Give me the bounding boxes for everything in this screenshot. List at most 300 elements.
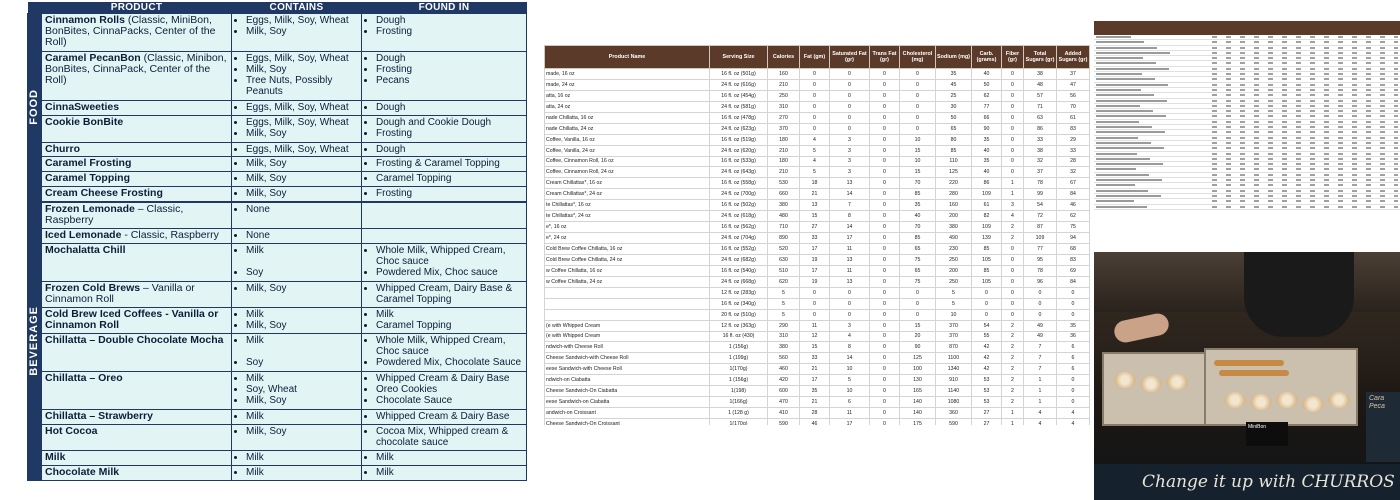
nutrition-product-name: eese Sandwich-with Cheese Roll — [545, 364, 710, 375]
allergen-row — [28, 334, 527, 372]
nutrition-value: 99 — [1024, 189, 1057, 200]
nutrition-value: 0 — [870, 211, 900, 222]
product-name-cell — [42, 116, 232, 142]
nutrition-value: 33 — [800, 353, 830, 364]
nutrition-value: 90 — [900, 342, 936, 353]
nutrition-value: 480 — [768, 211, 800, 222]
photo-side-label: Cara Peca — [1369, 395, 1385, 410]
nutrition-product-name: Coffee, Cinnamon Roll, 16 oz — [545, 156, 710, 167]
source-item: • Pecans — [376, 75, 523, 86]
nutrition-value: 4 — [1002, 211, 1024, 222]
nutrition-row — [545, 211, 1090, 222]
source-item: • Cocoa Mix, Whipped cream & chocolate sauce — [376, 426, 523, 448]
nutrition-value: 5 — [800, 145, 830, 156]
allergen-row — [28, 281, 527, 307]
nutrition-value: 69 — [1057, 265, 1090, 276]
nutrition-value: 0 — [870, 298, 900, 309]
nutrition-row — [545, 123, 1090, 134]
product-name: Iced Lemonade — [45, 228, 122, 241]
nutrition-value: 0 — [972, 287, 1002, 298]
nutrition-value: 47 — [1057, 79, 1090, 90]
product-name-cell — [42, 424, 232, 450]
source-item: • Frosting — [376, 64, 523, 75]
nutrition-row — [545, 101, 1090, 112]
nutrition-value: 0 — [1002, 265, 1024, 276]
product-name: Cream Cheese Frosting — [45, 186, 163, 199]
nutrition-value: 310 — [768, 101, 800, 112]
nutrition-value: 160 — [768, 69, 800, 80]
nutrition-value: 1(166g) — [710, 397, 768, 408]
nutrition-value: 68 — [1057, 244, 1090, 255]
product-name-cell — [42, 228, 232, 243]
allergen-table — [27, 2, 527, 481]
nutrition-value: 1 — [1002, 178, 1024, 189]
nutrition-value: 560 — [768, 353, 800, 364]
nutrition-value: 210 — [768, 145, 800, 156]
nutrition-row — [545, 90, 1090, 101]
source-item: • Milk — [376, 467, 523, 478]
nutrition-value: 0 — [870, 123, 900, 134]
nutrition-row — [545, 353, 1090, 364]
nutrition-value: 61 — [1057, 112, 1090, 123]
nutrition-value: 0 — [870, 254, 900, 265]
nutrition-header: Fat (gm) — [800, 46, 830, 69]
nutrition-value: 17 — [800, 265, 830, 276]
nutrition-value: 53 — [972, 386, 1002, 397]
nutrition-value: 12 — [800, 331, 830, 342]
nutrition-value: 12 fl. oz (363g) — [710, 320, 768, 331]
contains-cell — [232, 14, 362, 52]
nutrition-table — [544, 45, 1090, 425]
product-name: Frozen Cold Brews — [45, 281, 141, 294]
nutrition-value: 0 — [870, 156, 900, 167]
nutrition-value: 14 — [830, 222, 870, 233]
nutrition-value: 380 — [768, 200, 800, 211]
product-name: Chillatta – Oreo — [45, 372, 123, 385]
nutrition-value: 35 — [1057, 320, 1090, 331]
nutrition-value: 1 — [1024, 386, 1057, 397]
nutrition-value: 37 — [1057, 69, 1090, 80]
product-name-cell — [42, 243, 232, 281]
nutrition-value: 5 — [768, 309, 800, 320]
nutrition-value: 38 — [1024, 69, 1057, 80]
nutrition-value: 95 — [1024, 254, 1057, 265]
nutrition-value: 50 — [936, 112, 972, 123]
nutrition-value: 80 — [936, 134, 972, 145]
nutrition-value: 4 — [1024, 408, 1057, 419]
photo-churro — [1219, 370, 1289, 376]
nutrition-value: 1(170g) — [710, 419, 768, 426]
source-item: • Powdered Mix, Choc sauce — [376, 267, 523, 278]
nutrition-value: 16 fl. oz (501g) — [710, 69, 768, 80]
allergen-item: • Milk — [246, 335, 358, 346]
nutrition-value: 125 — [900, 353, 936, 364]
allergen-item: • Milk, Soy — [246, 128, 358, 139]
nutrition-value: 42 — [972, 364, 1002, 375]
nutrition-value: 2 — [1002, 386, 1024, 397]
nutrition-value: 490 — [936, 233, 972, 244]
allergen-row — [28, 172, 527, 187]
photo-roll — [1224, 392, 1246, 408]
nutrition-value: 24 fl. oz (682g) — [710, 254, 768, 265]
nutrition-value: 2 — [1002, 331, 1024, 342]
allergen-row — [28, 51, 527, 101]
nutrition-header: Cholesterol (mg) — [900, 46, 936, 69]
nutrition-value: 5 — [936, 287, 972, 298]
nutrition-value: 0 — [870, 101, 900, 112]
nutrition-product-name: Cold Brew Coffee Chillatta, 16 oz — [545, 244, 710, 255]
nutrition-value: 75 — [1057, 222, 1090, 233]
nutrition-product-name: ndwich-with Cheese Roll — [545, 342, 710, 353]
nutrition-value: 17 — [800, 244, 830, 255]
nutrition-value: 0 — [870, 112, 900, 123]
nutrition-value: 140 — [900, 397, 936, 408]
nutrition-value: 0 — [1002, 90, 1024, 101]
nutrition-value: 16 fl. oz (478g) — [710, 112, 768, 123]
nutrition-value: 3 — [830, 156, 870, 167]
product-name-cell — [42, 334, 232, 372]
allergen-item: • Milk, Soy — [246, 173, 358, 184]
group-label-food: FOOD — [28, 14, 42, 202]
source-item: • Frosting & Caramel Topping — [376, 158, 523, 169]
nutrition-value: 0 — [870, 353, 900, 364]
nutrition-value: 105 — [972, 276, 1002, 287]
nutrition-value: 1 (156g) — [710, 375, 768, 386]
product-note: – Vanilla or Cinnamon Roll — [45, 281, 195, 305]
photo-roll — [1166, 374, 1188, 390]
nutrition-product-name: w Coffee Chillatta, 24 oz — [545, 276, 710, 287]
nutrition-value: 11 — [830, 408, 870, 419]
photo-roll — [1276, 392, 1298, 408]
nutrition-value: 38 — [1024, 145, 1057, 156]
contains-cell — [232, 157, 362, 172]
nutrition-value: 35 — [972, 134, 1002, 145]
found-in-cell — [362, 142, 527, 157]
nutrition-value: 82 — [972, 211, 1002, 222]
nutrition-value: 870 — [936, 342, 972, 353]
photo-churro — [1214, 360, 1284, 366]
nutrition-value: 6 — [1057, 342, 1090, 353]
nutrition-value: 0 — [1057, 386, 1090, 397]
source-item: • Frosting — [376, 128, 523, 139]
nutrition-product-name: Cream Chillattas*, 16 oz — [545, 178, 710, 189]
found-in-cell — [362, 172, 527, 187]
nutrition-value: 0 — [1002, 123, 1024, 134]
nutrition-value: 0 — [870, 189, 900, 200]
nutrition-row — [545, 254, 1090, 265]
nutrition-value: 290 — [768, 320, 800, 331]
found-in-cell — [362, 410, 527, 425]
nutrition-value: 3 — [1002, 200, 1024, 211]
nutrition-value: 57 — [1024, 90, 1057, 101]
nutrition-value: 0 — [870, 375, 900, 386]
nutrition-value: 0 — [870, 233, 900, 244]
nutrition-value: 0 — [900, 298, 936, 309]
nutrition-row — [545, 408, 1090, 419]
nutrition-value: 94 — [1057, 233, 1090, 244]
product-name: Chillatta – Strawberry — [45, 410, 153, 423]
source-item: • Caramel Topping — [376, 173, 523, 184]
source-item: • Whipped Cream, Dairy Base & Caramel Topping — [376, 283, 523, 305]
nutrition-row — [545, 342, 1090, 353]
found-in-cell — [362, 424, 527, 450]
product-name: Caramel PecanBon — [45, 51, 141, 64]
source-item: • Milk — [376, 309, 523, 320]
nutrition-value: 0 — [1002, 244, 1024, 255]
nutrition-value: 1 — [1024, 397, 1057, 408]
product-name-cell — [42, 308, 232, 334]
nutrition-value: 105 — [972, 254, 1002, 265]
allergen-item: • Soy — [246, 267, 358, 278]
nutrition-value: 270 — [768, 112, 800, 123]
nutrition-value: 0 — [870, 178, 900, 189]
found-in-cell — [362, 14, 527, 52]
contains-cell — [232, 334, 362, 372]
nutrition-value: 90 — [972, 123, 1002, 134]
nutrition-value: 2 — [1002, 222, 1024, 233]
found-in-cell — [362, 372, 527, 410]
nutrition-value: 0 — [1002, 276, 1024, 287]
nutrition-value: 78 — [1024, 178, 1057, 189]
product-name-cell — [42, 410, 232, 425]
photo-roll — [1114, 372, 1136, 388]
allergen-row — [28, 157, 527, 172]
nutrition-value: 0 — [870, 69, 900, 80]
nutrition-value: 0 — [900, 79, 936, 90]
allergen-item: • Milk, Soy — [246, 64, 358, 75]
allergen-row — [28, 14, 527, 52]
nutrition-product-name: Cheese Sandwich-On Ciabatta — [545, 386, 710, 397]
nutrition-value: 109 — [972, 189, 1002, 200]
nutrition-product-name — [545, 309, 710, 320]
nutrition-value: 15 — [900, 145, 936, 156]
nutrition-value: 8 — [830, 211, 870, 222]
nutrition-value: 20 — [900, 331, 936, 342]
nutrition-value: 18 — [800, 178, 830, 189]
contains-cell — [232, 228, 362, 243]
nutrition-value: 28 — [1057, 156, 1090, 167]
nutrition-value: 24 fl. oz (616g) — [710, 79, 768, 90]
nutrition-header: Trans Fat (gr) — [870, 46, 900, 69]
nutrition-value: 380 — [768, 342, 800, 353]
allergen-row — [28, 186, 527, 201]
nutrition-value: 1 — [1002, 419, 1024, 426]
nutrition-row — [545, 167, 1090, 178]
nutrition-product-name: nade Chillatta, 16 oz — [545, 112, 710, 123]
nutrition-value: 360 — [936, 408, 972, 419]
photo-price-card — [1246, 422, 1288, 446]
nutrition-value: 96 — [1024, 276, 1057, 287]
nutrition-value: 590 — [768, 419, 800, 426]
nutrition-value: 35 — [800, 386, 830, 397]
allergen-row — [28, 451, 527, 466]
nutrition-value: 21 — [800, 364, 830, 375]
nutrition-value: 24 fl. oz (704g) — [710, 233, 768, 244]
nutrition-value: 16 fl. oz (533g) — [710, 156, 768, 167]
source-item: • Whipped Cream & Dairy Base — [376, 411, 523, 422]
nutrition-value: 230 — [936, 244, 972, 255]
nutrition-value: 0 — [972, 298, 1002, 309]
product-note: (Classic, Minibon, BonBites, CinnaPack, Center of the Roll) — [45, 51, 227, 86]
nutrition-value: 24 fl. oz (700g) — [710, 189, 768, 200]
nutrition-value: 54 — [972, 320, 1002, 331]
contains-cell — [232, 466, 362, 481]
contains-cell — [232, 308, 362, 334]
nutrition-value: 29 — [1057, 134, 1090, 145]
nutrition-value: 24 fl. oz (668g) — [710, 276, 768, 287]
nutrition-value: 11 — [830, 265, 870, 276]
found-in-cell — [362, 51, 527, 101]
nutrition-row — [545, 233, 1090, 244]
product-name-cell — [42, 157, 232, 172]
nutrition-value: 84 — [1057, 276, 1090, 287]
photo-roll — [1302, 396, 1324, 412]
nutrition-value: 0 — [1002, 79, 1024, 90]
nutrition-value: 0 — [870, 408, 900, 419]
nutrition-value: 70 — [900, 222, 936, 233]
contains-cell — [232, 101, 362, 116]
nutrition-value: 4 — [800, 156, 830, 167]
source-item: • Caramel Topping — [376, 320, 523, 331]
nutrition-value: 20 fl. oz (510g) — [710, 309, 768, 320]
nutrition-value: 85 — [900, 189, 936, 200]
nutrition-value: 0 — [830, 69, 870, 80]
nutrition-value: 24 fl. oz (643g) — [710, 167, 768, 178]
nutrition-value: 910 — [936, 375, 972, 386]
product-name: Cold Brew Iced Coffees - Vanilla or Cinnamon Roll — [45, 308, 219, 331]
allergen-row — [28, 116, 527, 142]
group-header-spacer — [28, 2, 42, 14]
nutrition-value: 0 — [800, 298, 830, 309]
nutrition-product-name: Coffee, Vanilla, 24 oz — [545, 145, 710, 156]
nutrition-value: 520 — [768, 244, 800, 255]
nutrition-value: 0 — [1057, 375, 1090, 386]
nutrition-product-name: eese Sandwich-on Ciabatta — [545, 397, 710, 408]
nutrition-value: 1100 — [936, 353, 972, 364]
nutrition-value: 0 — [870, 265, 900, 276]
nutrition-value: 61 — [972, 200, 1002, 211]
nutrition-row — [545, 156, 1090, 167]
nutrition-value: 75 — [900, 254, 936, 265]
nutrition-value: 460 — [768, 364, 800, 375]
nutrition-value: 0 — [870, 244, 900, 255]
nutrition-value: 0 — [800, 69, 830, 80]
nutrition-value: 160 — [936, 200, 972, 211]
photo-banner — [1094, 464, 1400, 500]
allergen-item: • Tree Nuts, Possibly Peanuts — [246, 75, 358, 97]
allergen-body — [28, 14, 527, 481]
allergen-item: • Milk, Soy — [246, 158, 358, 169]
nutrition-row — [545, 189, 1090, 200]
allergen-item: • Milk — [246, 467, 358, 478]
product-name: Cookie BonBite — [45, 116, 124, 129]
nutrition-value: 27 — [800, 222, 830, 233]
nutrition-value: 5 — [768, 287, 800, 298]
source-item: • Dough — [376, 53, 523, 64]
nutrition-value: 0 — [830, 101, 870, 112]
product-name-cell — [42, 466, 232, 481]
contains-cell — [232, 186, 362, 201]
nutrition-value: 27 — [972, 408, 1002, 419]
photo-hand — [1112, 312, 1170, 345]
found-in-cell — [362, 101, 527, 116]
allergen-item: • Milk, Soy — [246, 426, 358, 437]
nutrition-value: 1 — [1002, 189, 1024, 200]
nutrition-value: 13 — [830, 254, 870, 265]
contains-cell — [232, 451, 362, 466]
nutrition-value: 86 — [1024, 123, 1057, 134]
bakery-display-photo — [1094, 252, 1400, 500]
nutrition-header: Calories — [768, 46, 800, 69]
nutrition-value: 0 — [870, 309, 900, 320]
nutrition-row — [545, 244, 1090, 255]
nutrition-value: 0 — [870, 200, 900, 211]
nutrition-value: 0 — [870, 222, 900, 233]
source-item: • Whole Milk, Whipped Cream, Choc sauce — [376, 335, 523, 357]
nutrition-value: 37 — [1024, 167, 1057, 178]
allergen-row — [28, 308, 527, 334]
nutrition-value: 24 fl. oz (581g) — [710, 101, 768, 112]
nutrition-value: 4 — [830, 331, 870, 342]
nutrition-value: 0 — [1002, 167, 1024, 178]
nutrition-value: 12 fl. oz (283g) — [710, 287, 768, 298]
nutrition-product-name — [545, 287, 710, 298]
nutrition-value: 35 — [900, 200, 936, 211]
nutrition-row — [545, 287, 1090, 298]
nutrition-value: 0 — [1002, 134, 1024, 145]
nutrition-value: 16 fl. oz (502g) — [710, 200, 768, 211]
source-item: • Milk — [376, 452, 523, 463]
allergen-item: • Milk, Soy — [246, 320, 358, 331]
nutrition-value: 2 — [1002, 320, 1024, 331]
allergen-row — [28, 202, 527, 229]
nutrition-value: 7 — [1024, 342, 1057, 353]
allergen-header-row — [28, 2, 527, 14]
nutrition-value: 250 — [936, 276, 972, 287]
product-name: Churro — [45, 142, 80, 155]
found-in-cell — [362, 334, 527, 372]
found-in-cell — [362, 308, 527, 334]
nutrition-value: 0 — [830, 112, 870, 123]
nutrition-value: 33 — [1057, 145, 1090, 156]
nutrition-product-name: te Chillattas*, 24 oz — [545, 211, 710, 222]
nutrition-product-name: e with Whipped Cream) — [545, 320, 710, 331]
nutrition-value: 0 — [1002, 112, 1024, 123]
nutrition-value: 77 — [1024, 244, 1057, 255]
nutrition-value: 100 — [900, 364, 936, 375]
nutrition-value: 0 — [800, 287, 830, 298]
nutrition-value: 24 fl. oz (623g) — [710, 123, 768, 134]
thumbnail-nutrition-table — [1094, 21, 1400, 210]
nutrition-value: 30 — [936, 101, 972, 112]
product-name-cell — [42, 186, 232, 201]
nutrition-value: 17 — [830, 419, 870, 426]
nutrition-value: 0 — [1057, 298, 1090, 309]
allergen-item: • Milk, Soy — [246, 395, 358, 406]
nutrition-value: 0 — [1002, 309, 1024, 320]
found-in-cell — [362, 281, 527, 307]
product-name-cell — [42, 172, 232, 187]
nutrition-value: 380 — [936, 222, 972, 233]
nutrition-value: 0 — [1057, 309, 1090, 320]
allergen-row — [28, 142, 527, 157]
nutrition-value: 78 — [1024, 265, 1057, 276]
nutrition-value: 600 — [768, 386, 800, 397]
nutrition-value: 85 — [972, 265, 1002, 276]
nutrition-product-name: andwich-on Croissant — [545, 408, 710, 419]
nutrition-product-name: made, 16 oz — [545, 69, 710, 80]
allergen-item: • None — [246, 230, 358, 241]
